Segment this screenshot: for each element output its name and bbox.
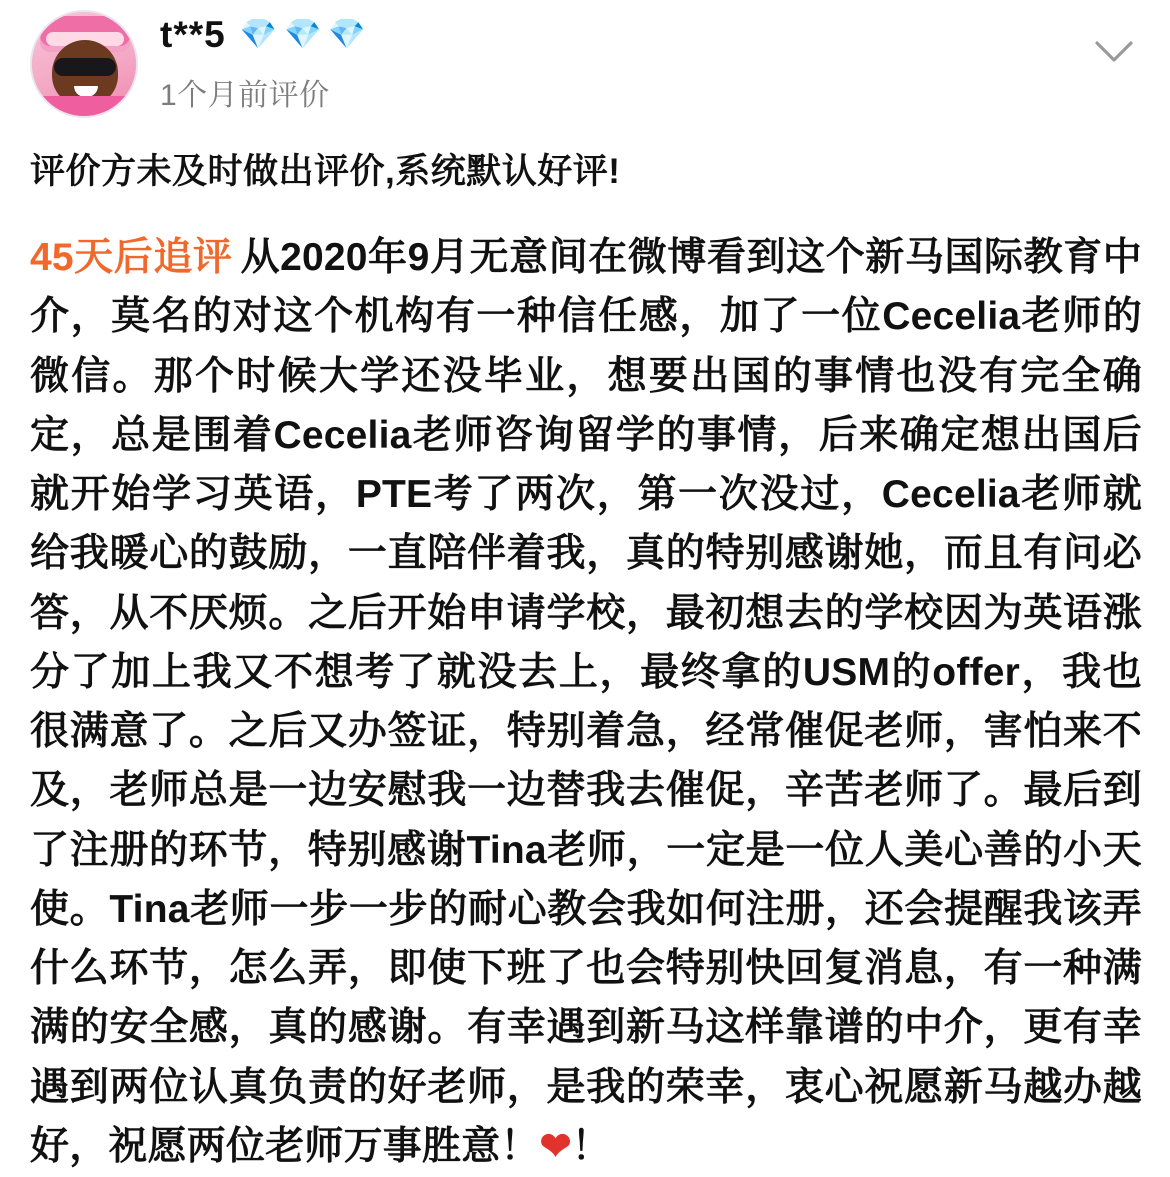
avatar-collar (32, 96, 138, 116)
avatar[interactable] (30, 10, 138, 118)
heart-icon: ❤ (539, 1125, 572, 1168)
append-trailing-punct: ！ (571, 1124, 611, 1168)
default-rating-notice: 评价方未及时做出评价,系统默认好评! (30, 152, 621, 191)
append-tag-label: 45天后追评 (30, 236, 233, 279)
diamond-icon: 💎 (328, 17, 366, 51)
diamond-icon: 💎 (239, 17, 278, 51)
review-time: 1个月前评价 (160, 79, 330, 112)
username-row (160, 16, 1142, 53)
diamond-icon: 💎 (284, 17, 322, 51)
review-header (30, 10, 1142, 122)
username: t**5 (160, 14, 226, 55)
member-level-badges (239, 17, 366, 51)
avatar-sunglasses-icon (54, 58, 116, 76)
chevron-down-icon[interactable] (1092, 30, 1136, 74)
appended-review (30, 228, 1142, 1177)
review-header-text (160, 10, 1142, 114)
append-review-text: 从2020年9月无意间在微博看到这个新马国际教育中介，莫名的对这个机构有一种信任感，加了一位Cecelia老师的微信。那个时候大学还没毕业，想要出国的事情也没有完全确定，总是围着Cecelia老师咨询留学的事情，后来确定想出国后就开始学习英语，PTE考了两次，第一次没过，Cecelia老师就给我暖心的鼓励，一直陪伴着我，真的特别感谢她，而且有问必答，从不厌烦。之后开始申请学校，最初想去的学校因为英语涨分了加上我又不想考了就没去上，最终拿的USM的offer，我也很满意了。之后又办签证，特别着急，经常催促老师，害怕来不及，老师总是一边安慰我一边替我去催促，辛苦老师了。最后到了注册的环节，特别感谢Tina老师，一定是一位人美心善的小天使。Tina老师一步一步的耐心教会我如何注册，还会提醒我该弄什么环节，怎么弄，即使下班了也会特别快回复消息，有一种满满的安全感，真的感谢。有幸遇到新马这样靠谱的中介，更有幸遇到两位认真负责的好老师，是我的荣幸，衷心祝愿新马越办越好，祝愿两位老师万事胜意！ (30, 236, 1142, 1168)
